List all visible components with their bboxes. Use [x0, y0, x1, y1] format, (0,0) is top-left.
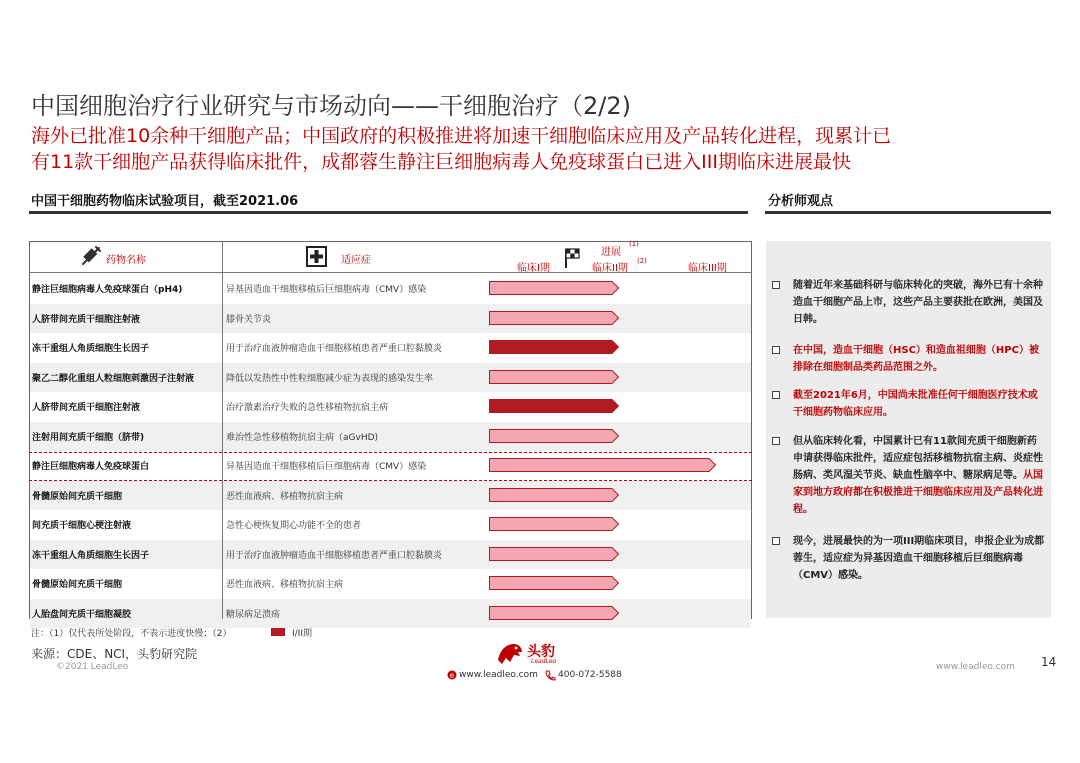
table-footnote: 注：（1）仅代表所处阶段，不表示进度快慢；（2） [31, 629, 232, 639]
legend-label: I/II期 [292, 629, 312, 639]
analyst-bullet-text [793, 433, 1046, 518]
drug-name-cell: 骨髓原始间充质干细胞 [32, 491, 123, 502]
indication-cell: 异基因造血干细胞移植后巨细胞病毒（CMV）感染 [226, 462, 427, 472]
analyst-bullet [772, 387, 1046, 421]
svg-text:e: e [449, 671, 455, 680]
table-row [30, 481, 751, 510]
bullet-text-segment: 但从临床转化看，中国累计已有11款间充质干细胞新药申请获得临床批件，适应症包括移植物抗宿主病、炎症性肠病、类风湿关节炎、缺血性脑卒中、糖尿病足等。 [793, 436, 1043, 481]
header-divider [29, 272, 752, 273]
progress-arrow-shape [490, 577, 619, 590]
bullet-text-segment: 随着近年来基础科研与临床转化的突破，海外已有十余种造血干细胞产品上市，这些产品主要获批在欧洲，美国及日韩。 [793, 280, 1043, 325]
indication-cell: 用于治疗血液肿瘤造血干细胞移植患者严重口腔黏膜炎 [226, 344, 443, 354]
drug-name-cell: 人胎盘间充质干细胞凝胶 [32, 609, 132, 620]
progress-arrow [489, 311, 619, 325]
indication-cell: 急性心梗恢复期心功能不全的患者 [226, 521, 362, 531]
progress-arrow-shape [490, 606, 619, 619]
bullet-text-segment: 在中国，造血干细胞（HSC）和造血祖细胞（HPC）被排除在细胞制品类药品范围之外。 [793, 345, 1039, 373]
page-number: 14 [1041, 655, 1057, 669]
drug-name-header: 药物名称 [106, 255, 146, 266]
progress-arrow-shape [490, 488, 619, 501]
progress-note-1: (1) [629, 240, 639, 248]
progress-arrow-shape [490, 518, 619, 531]
progress-arrow [489, 576, 619, 590]
column-divider [222, 241, 223, 619]
checkbox-bullet-icon [772, 346, 780, 354]
phase3-header: 临床III期 [688, 263, 727, 274]
drug-name-cell: 冻干重组人角质细胞生长因子 [32, 550, 150, 561]
progress-arrow-shape [490, 429, 619, 442]
analyst-bullet-text [793, 533, 1046, 584]
phase1-header: 临床I期 [517, 263, 550, 274]
table-row [30, 274, 751, 303]
legend-swatch [271, 628, 285, 636]
table-row [30, 422, 751, 451]
website-link-right[interactable]: www.leadleo.com [936, 662, 1015, 672]
indication-cell: 恶性血液病、移植物抗宿主病 [226, 491, 344, 502]
leopard-logo-icon [496, 640, 524, 666]
progress-arrow [489, 429, 619, 443]
table-row [30, 392, 751, 421]
progress-arrow [489, 517, 619, 531]
progress-header: 进展 [601, 247, 621, 258]
table-section-heading: 中国干细胞药物临床试验项目，截至2021.06 [31, 194, 299, 209]
drug-name-cell: 静注巨细胞病毒人免疫球蛋白 [32, 462, 150, 472]
checkbox-bullet-icon [772, 391, 780, 399]
indication-cell: 用于治疗血液肿瘤造血干细胞移植患者严重口腔黏膜炎 [226, 550, 443, 561]
highlight-dashed-top [29, 452, 752, 453]
checkbox-bullet-icon [772, 537, 780, 545]
checkered-flag-icon [563, 247, 581, 269]
table-row [30, 510, 751, 539]
analyst-bullet [772, 533, 1046, 584]
highlight-dashed-bottom [29, 480, 752, 481]
indication-cell: 异基因造血干细胞移植后巨细胞病毒（CMV）感染 [226, 285, 427, 295]
web-e-icon [447, 670, 457, 680]
progress-arrow [489, 488, 619, 502]
subtitle-line-1: 海外已批准10余种干细胞产品；中国政府的积极推进将加速干细胞临床应用及产品转化进程，现累计已 [31, 125, 892, 147]
table-section-rule [29, 211, 748, 214]
table-row [30, 569, 751, 598]
progress-arrow [489, 340, 619, 354]
phone-number: 400-072-5588 [558, 670, 622, 680]
table-row [30, 451, 751, 480]
indication-header: 适应症 [341, 255, 371, 266]
bullet-text-segment: 现今，进展最快的为一项III期临床项目，申报企业为成都蓉生，适应症为异基因造血干细胞移植后巨细胞病毒（CMV）感染。 [793, 536, 1045, 581]
analyst-bullet [772, 342, 1046, 376]
drug-name-cell: 静注巨细胞病毒人免疫球蛋白（pH4) [32, 285, 183, 295]
drug-name-cell: 注射用间充质干细胞（脐带) [32, 432, 145, 443]
phone-icon [545, 670, 556, 681]
analyst-bullet [772, 433, 1046, 518]
analyst-bullet-text [793, 342, 1046, 376]
analyst-bullet-text [793, 277, 1046, 328]
analyst-panel [766, 241, 1051, 618]
table-row [30, 540, 751, 569]
drug-name-cell: 人脐带间充质干细胞注射液 [32, 403, 141, 413]
table-row [30, 304, 751, 333]
subtitle-line-2: 有11款干细胞产品获得临床批件，成都蓉生静注巨细胞病毒人免疫球蛋白已进入III期临床进展最快 [31, 151, 851, 173]
drug-name-cell: 间充质干细胞心梗注射液 [32, 521, 132, 531]
indication-cell: 治疗激素治疗失败的急性移植物抗宿主病 [226, 403, 389, 413]
medical-cross-icon [306, 246, 327, 267]
progress-note-2: (2) [637, 257, 647, 265]
page-title: 中国细胞治疗行业研究与市场动向——干细胞治疗（2/2) [31, 92, 631, 120]
website-link[interactable]: www.leadleo.com [459, 670, 538, 680]
bullet-text-segment: 截至2021年6月，中国尚未批准任何干细胞医疗技术或干细胞药物临床应用。 [793, 390, 1038, 418]
checkbox-bullet-icon [772, 437, 780, 445]
analyst-bullet [772, 277, 1046, 328]
indication-cell: 降低以发热性中性粒细胞减少症为表现的感染发生率 [226, 373, 434, 384]
drug-name-cell: 聚乙二醇化重组人粒细胞刺激因子注射液 [32, 373, 195, 384]
progress-arrow [489, 370, 619, 384]
table-row [30, 363, 751, 392]
progress-arrow-shape [490, 459, 716, 472]
copyright: ©2021 LeadLeo [56, 662, 129, 672]
checkbox-bullet-icon [772, 281, 780, 289]
progress-arrow-shape [490, 282, 619, 295]
progress-arrow [489, 606, 619, 620]
drug-name-cell: 冻干重组人角质细胞生长因子 [32, 344, 150, 354]
drug-name-cell: 人脐带间充质干细胞注射液 [32, 314, 141, 325]
indication-cell: 膝骨关节炎 [226, 314, 272, 325]
progress-arrow [489, 458, 716, 472]
table-row [30, 333, 751, 362]
progress-arrow-shape [490, 311, 619, 324]
indication-cell: 难治性急性移植物抗宿主病（aGvHD) [226, 432, 379, 443]
progress-arrow-shape [490, 341, 619, 354]
progress-arrow-shape [490, 547, 619, 560]
analyst-section-rule [765, 211, 1051, 214]
logo-text: 头豹 [527, 644, 555, 660]
drug-name-cell: 骨髓原始间充质干细胞 [32, 580, 123, 590]
analyst-section-heading: 分析师观点 [768, 194, 834, 209]
progress-arrow [489, 399, 619, 413]
progress-arrow [489, 547, 619, 561]
syringe-icon [80, 245, 102, 267]
indication-cell: 糖尿病足溃疡 [226, 609, 281, 620]
progress-arrow [489, 281, 619, 295]
phase2-header: 临床II期 [592, 263, 628, 274]
progress-arrow-shape [490, 400, 619, 413]
progress-arrow-shape [490, 370, 619, 383]
analyst-bullet-text [793, 387, 1046, 421]
bullet-text-segment: 从国家到地方政府都在积极推进干细胞临床应用及产品转化进程。 [793, 470, 1043, 515]
source-note: 来源：CDE、NCI，头豹研究院 [31, 647, 198, 661]
table-row [30, 599, 751, 628]
indication-cell: 恶性血液病、移植物抗宿主病 [226, 580, 344, 590]
logo-subtext: LeadLeo [531, 658, 557, 665]
